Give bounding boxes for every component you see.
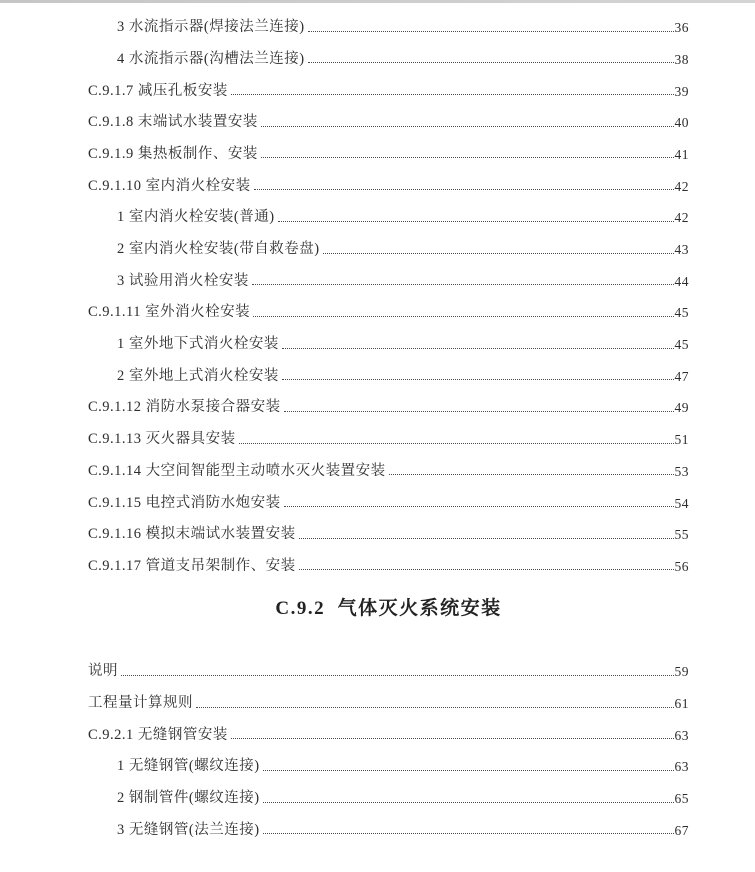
toc-entry-label: 3 无缝钢管(法兰连接) xyxy=(117,821,260,838)
toc-page-number: 45 xyxy=(674,337,689,353)
toc-entry-label: C.9.1.10 室内消火栓安装 xyxy=(88,177,251,194)
toc-entry[interactable] xyxy=(88,103,689,135)
toc-page-number: 36 xyxy=(674,20,689,36)
toc-page-number: 42 xyxy=(674,210,689,226)
toc-entry[interactable] xyxy=(88,684,689,716)
dotted-leader xyxy=(389,474,674,475)
toc-page-number: 43 xyxy=(674,242,689,257)
toc-entry[interactable] xyxy=(88,40,689,72)
toc-page-number: 61 xyxy=(674,696,689,712)
dotted-leader xyxy=(299,538,674,539)
scan-edge-artifact xyxy=(0,0,755,3)
toc-entry-label: C.9.1.11 室外消火栓安装 xyxy=(88,304,251,321)
toc-entry-label: C.9.1.12 消防水泵接合器安装 xyxy=(88,399,281,416)
toc-list-upper xyxy=(88,0,689,578)
dotted-leader xyxy=(261,157,674,158)
toc-page-number: 38 xyxy=(674,51,689,67)
toc-entry-label: C.9.1.7 减压孔板安装 xyxy=(88,82,228,99)
toc-entry-label: 2 室内消火栓安装(带自救卷盘) xyxy=(117,241,320,257)
toc-entry-label: C.9.1.13 灭火器具安装 xyxy=(88,431,236,448)
toc-entry-label: 1 室外地下式消火栓安装 xyxy=(117,336,279,353)
toc-entry-label: 1 无缝钢管(螺纹连接) xyxy=(117,758,260,775)
toc-page-number: 56 xyxy=(674,558,689,574)
toc-entry-label: C.9.1.16 模拟末端试水装置安装 xyxy=(88,526,296,543)
toc-page-number: 55 xyxy=(674,527,689,543)
dotted-leader xyxy=(253,316,673,317)
dotted-leader xyxy=(252,284,674,285)
toc-entry[interactable] xyxy=(88,811,689,843)
dotted-leader xyxy=(263,770,674,771)
toc-entry[interactable] xyxy=(88,262,689,294)
toc-entry-label: C.9.1.15 电控式消防水炮安装 xyxy=(88,494,281,511)
toc-entry-label: 工程量计算规则 xyxy=(88,695,193,712)
toc-entry[interactable] xyxy=(88,230,689,262)
toc-entry[interactable] xyxy=(88,71,689,103)
toc-entry-label: 1 室内消火栓安装(普通) xyxy=(117,209,275,226)
toc-page-number: 42 xyxy=(674,178,689,194)
toc-page-number: 54 xyxy=(674,495,689,511)
toc-page-number: 44 xyxy=(674,273,689,289)
toc-page-number: 47 xyxy=(674,368,689,384)
toc-page-number: 51 xyxy=(674,432,689,448)
dotted-leader xyxy=(282,379,674,380)
toc-entry[interactable] xyxy=(88,716,689,748)
toc-entry[interactable] xyxy=(88,293,689,325)
toc-entry[interactable] xyxy=(88,198,689,230)
toc-entry[interactable] xyxy=(88,652,689,684)
dotted-leader xyxy=(308,31,674,32)
toc-entry[interactable] xyxy=(88,8,689,40)
dotted-leader xyxy=(299,569,674,570)
toc-entry[interactable] xyxy=(88,325,689,357)
toc-entry[interactable] xyxy=(88,483,689,515)
dotted-leader xyxy=(323,253,674,254)
dotted-leader xyxy=(282,348,674,349)
section-heading: C.9.2 气体灭火系统安装 xyxy=(275,598,502,620)
toc-entry-label: C.9.2.1 无缝钢管安装 xyxy=(88,726,228,743)
dotted-leader xyxy=(231,94,674,95)
toc-entry-label: 说明 xyxy=(88,663,118,680)
toc-page-number: 53 xyxy=(674,463,689,479)
dotted-leader xyxy=(254,189,674,190)
toc-list-lower xyxy=(88,652,689,842)
toc-page-number: 45 xyxy=(674,305,689,321)
dotted-leader xyxy=(263,833,674,834)
toc-entry[interactable] xyxy=(88,357,689,389)
toc-page-number: 49 xyxy=(674,400,689,416)
toc-entry-label: 4 水流指示器(沟槽法兰连接) xyxy=(117,50,305,67)
toc-entry[interactable] xyxy=(88,547,689,579)
toc-entry[interactable] xyxy=(88,388,689,420)
toc-entry-label: 3 试验用消火栓安装 xyxy=(117,272,249,289)
toc-entry[interactable] xyxy=(88,747,689,779)
dotted-leader xyxy=(284,411,674,412)
dotted-leader xyxy=(196,707,674,708)
toc-page-number: 41 xyxy=(674,146,689,162)
dotted-leader xyxy=(239,443,674,444)
toc-page-number: 40 xyxy=(674,115,689,131)
toc-entry[interactable] xyxy=(88,452,689,484)
toc-entry[interactable] xyxy=(88,135,689,167)
toc-entry[interactable] xyxy=(88,420,689,452)
toc-page-number: 63 xyxy=(674,727,689,743)
toc-entry-label: C.9.1.8 末端试水装置安装 xyxy=(88,114,258,131)
toc-entry[interactable] xyxy=(88,166,689,198)
toc-page-number: 65 xyxy=(674,791,689,807)
toc-page-number: 67 xyxy=(674,822,689,838)
dotted-leader xyxy=(284,506,674,507)
toc-entry-label: 2 室外地上式消火栓安装 xyxy=(117,367,279,384)
dotted-leader xyxy=(263,802,674,803)
dotted-leader xyxy=(231,738,674,739)
dotted-leader xyxy=(308,62,674,63)
toc-entry-label: C.9.1.14 大空间智能型主动喷水灭火装置安装 xyxy=(88,462,386,479)
toc-entry[interactable] xyxy=(88,515,689,547)
toc-page-number: 63 xyxy=(674,759,689,775)
toc-entry[interactable] xyxy=(88,779,689,811)
toc-entry-label: C.9.1.9 集热板制作、安装 xyxy=(88,145,258,162)
dotted-leader xyxy=(261,126,674,127)
toc-entry-label: 2 钢制管件(螺纹连接) xyxy=(117,790,260,807)
dotted-leader xyxy=(278,221,674,222)
toc-page-number: 59 xyxy=(674,664,689,680)
dotted-leader xyxy=(121,675,674,676)
toc-entry-label: 3 水流指示器(焊接法兰连接) xyxy=(117,19,305,36)
toc-page-number: 39 xyxy=(674,83,689,99)
toc-entry-label: C.9.1.17 管道支吊架制作、安装 xyxy=(88,557,296,574)
